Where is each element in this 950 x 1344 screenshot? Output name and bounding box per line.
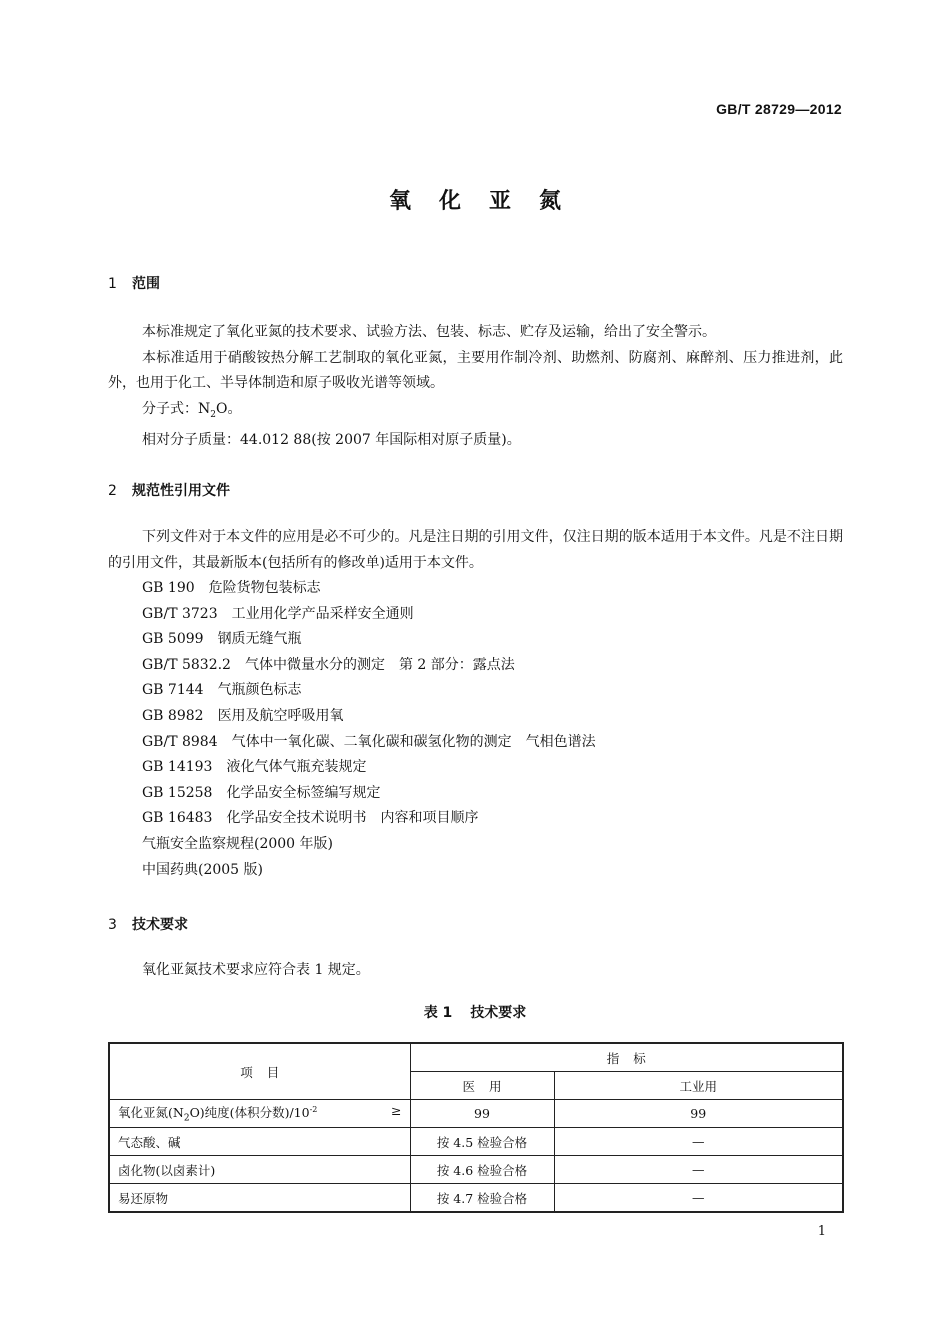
reference-item	[142, 755, 596, 781]
item-subscript: 2	[183, 1113, 190, 1124]
reference-item	[142, 704, 596, 730]
ref-title: 气体中一氧化碳、二氧化碳和碳氢化物的测定	[231, 733, 512, 750]
ref-title: 气瓶安全监察规程(2000 年版)	[142, 835, 334, 852]
ge-symbol: ≥	[391, 1103, 402, 1119]
reference-item	[142, 781, 596, 807]
section-number: 1	[108, 276, 117, 292]
paragraph: 本标准规定了氧化亚氮的技术要求、试验方法、包装、标志、贮存及运输，给出了安全警示。	[142, 324, 716, 340]
ref-title: 钢质无缝气瓶	[217, 631, 302, 648]
paragraph: 氧化亚氮技术要求应符合表 1 规定。	[142, 962, 370, 978]
ref-title: 化学品安全标签编写规定	[226, 784, 381, 801]
section-title: 规范性引用文件	[132, 483, 230, 499]
ref-code: GB 8982	[142, 707, 204, 724]
ref-code: GB 16483	[142, 810, 213, 827]
ref-title: 化学品安全技术说明书	[226, 810, 367, 827]
reference-item	[142, 730, 596, 756]
reference-item	[142, 576, 596, 602]
formula-label: 分子式：	[142, 400, 198, 417]
header-item: 项目	[109, 1043, 410, 1100]
item-text: 氧化亚氮(N	[118, 1105, 184, 1121]
section-number: 3	[108, 917, 117, 933]
row-industrial: 99	[554, 1100, 843, 1128]
molecular-mass-line: 相对分子质量：44.012 88(按 2007 年国际相对原子质量)。	[142, 431, 521, 448]
formula-line	[108, 397, 843, 428]
reference-item	[142, 602, 596, 628]
technical-requirements-table	[108, 1042, 844, 1213]
ref-code: GB/T 3723	[142, 605, 218, 622]
section-2-heading	[108, 480, 230, 500]
row-industrial: —	[554, 1184, 843, 1213]
standard-code: GB/T 28729—2012	[716, 101, 842, 117]
formula-o: O。	[215, 400, 242, 417]
paragraph: 本标准适用于硝酸铵热分解工艺制取的氧化亚氮，主要用作制冷剂、助燃剂、防腐剂、麻醉剂、压力推进剂，此外，也用于化工、半导体制造和原子吸收光谱等领域。	[108, 349, 843, 391]
table-title: 技术要求	[470, 1005, 527, 1021]
formula-subscript: 2	[210, 409, 216, 420]
row-medical: 按 4.5 检验合格	[410, 1128, 554, 1156]
section-3-intro	[108, 958, 843, 984]
row-item: 气态酸、碱	[109, 1128, 410, 1156]
ref-title: 气体中微量水分的测定	[244, 656, 385, 673]
item-text: O)纯度(体积分数)/10	[189, 1105, 310, 1121]
ref-code: GB 190	[142, 580, 195, 596]
ref-code: GB 5099	[142, 631, 204, 648]
ref-code: GB 15258	[142, 784, 213, 801]
table-header-row	[109, 1043, 843, 1072]
section-2-intro	[108, 525, 843, 576]
row-item	[109, 1100, 410, 1128]
ref-title: 中国药典(2005 版)	[142, 861, 264, 878]
reference-item	[142, 627, 596, 653]
page-number: 1	[817, 1224, 826, 1239]
ref-part: 气相色谱法	[525, 733, 596, 750]
table-number: 表 1	[423, 1005, 453, 1021]
ref-title: 液化气体气瓶充装规定	[226, 759, 367, 776]
header-industrial: 工业用	[554, 1072, 843, 1100]
table-row	[109, 1156, 843, 1184]
table-row	[109, 1184, 843, 1213]
section-title: 范围	[132, 276, 160, 292]
table-row	[109, 1128, 843, 1156]
formula-n: N	[198, 400, 211, 417]
ref-part: 内容和项目顺序	[380, 810, 479, 827]
header-indicator: 指标	[410, 1043, 843, 1072]
row-item: 易还原物	[109, 1184, 410, 1213]
section-number: 2	[108, 483, 117, 499]
ref-title: 气瓶颜色标志	[217, 682, 302, 699]
document-title: 氧化亚氮	[388, 189, 589, 214]
section-1-body	[108, 320, 843, 453]
ref-code: GB 7144	[142, 682, 204, 699]
table-caption	[0, 1002, 950, 1022]
row-medical: 99	[410, 1100, 554, 1128]
ref-code: GB/T 5832.2	[142, 656, 231, 673]
reference-item	[142, 832, 596, 858]
section-3-heading	[108, 914, 188, 934]
row-medical: 按 4.7 检验合格	[410, 1184, 554, 1213]
header-medical: 医用	[410, 1072, 554, 1100]
section-1-heading	[108, 273, 160, 293]
reference-list	[142, 576, 596, 883]
row-industrial: —	[554, 1128, 843, 1156]
paragraph: 下列文件对于本文件的应用是必不可少的。凡是注日期的引用文件，仅注日期的版本适用于本文件。凡是不注日期的引用文件，其最新版本(包括所有的修改单)适用于本文件。	[108, 529, 843, 571]
row-item: 卤化物(以卤素计)	[109, 1156, 410, 1184]
reference-item	[142, 678, 596, 704]
ref-code: GB/T 8984	[142, 733, 218, 750]
reference-item	[142, 806, 596, 832]
reference-item	[142, 858, 596, 884]
ref-title: 医用及航空呼吸用氧	[217, 707, 344, 724]
ref-title: 危险货物包装标志	[208, 580, 321, 596]
reference-item	[142, 653, 596, 679]
ref-part: 第 2 部分：露点法	[398, 656, 515, 673]
table-row	[109, 1100, 843, 1128]
row-medical: 按 4.6 检验合格	[410, 1156, 554, 1184]
section-title: 技术要求	[132, 917, 188, 933]
item-superscript: -2	[309, 1105, 318, 1115]
ref-code: GB 14193	[142, 759, 213, 776]
row-industrial: —	[554, 1156, 843, 1184]
ref-title: 工业用化学产品采样安全通则	[231, 605, 414, 622]
